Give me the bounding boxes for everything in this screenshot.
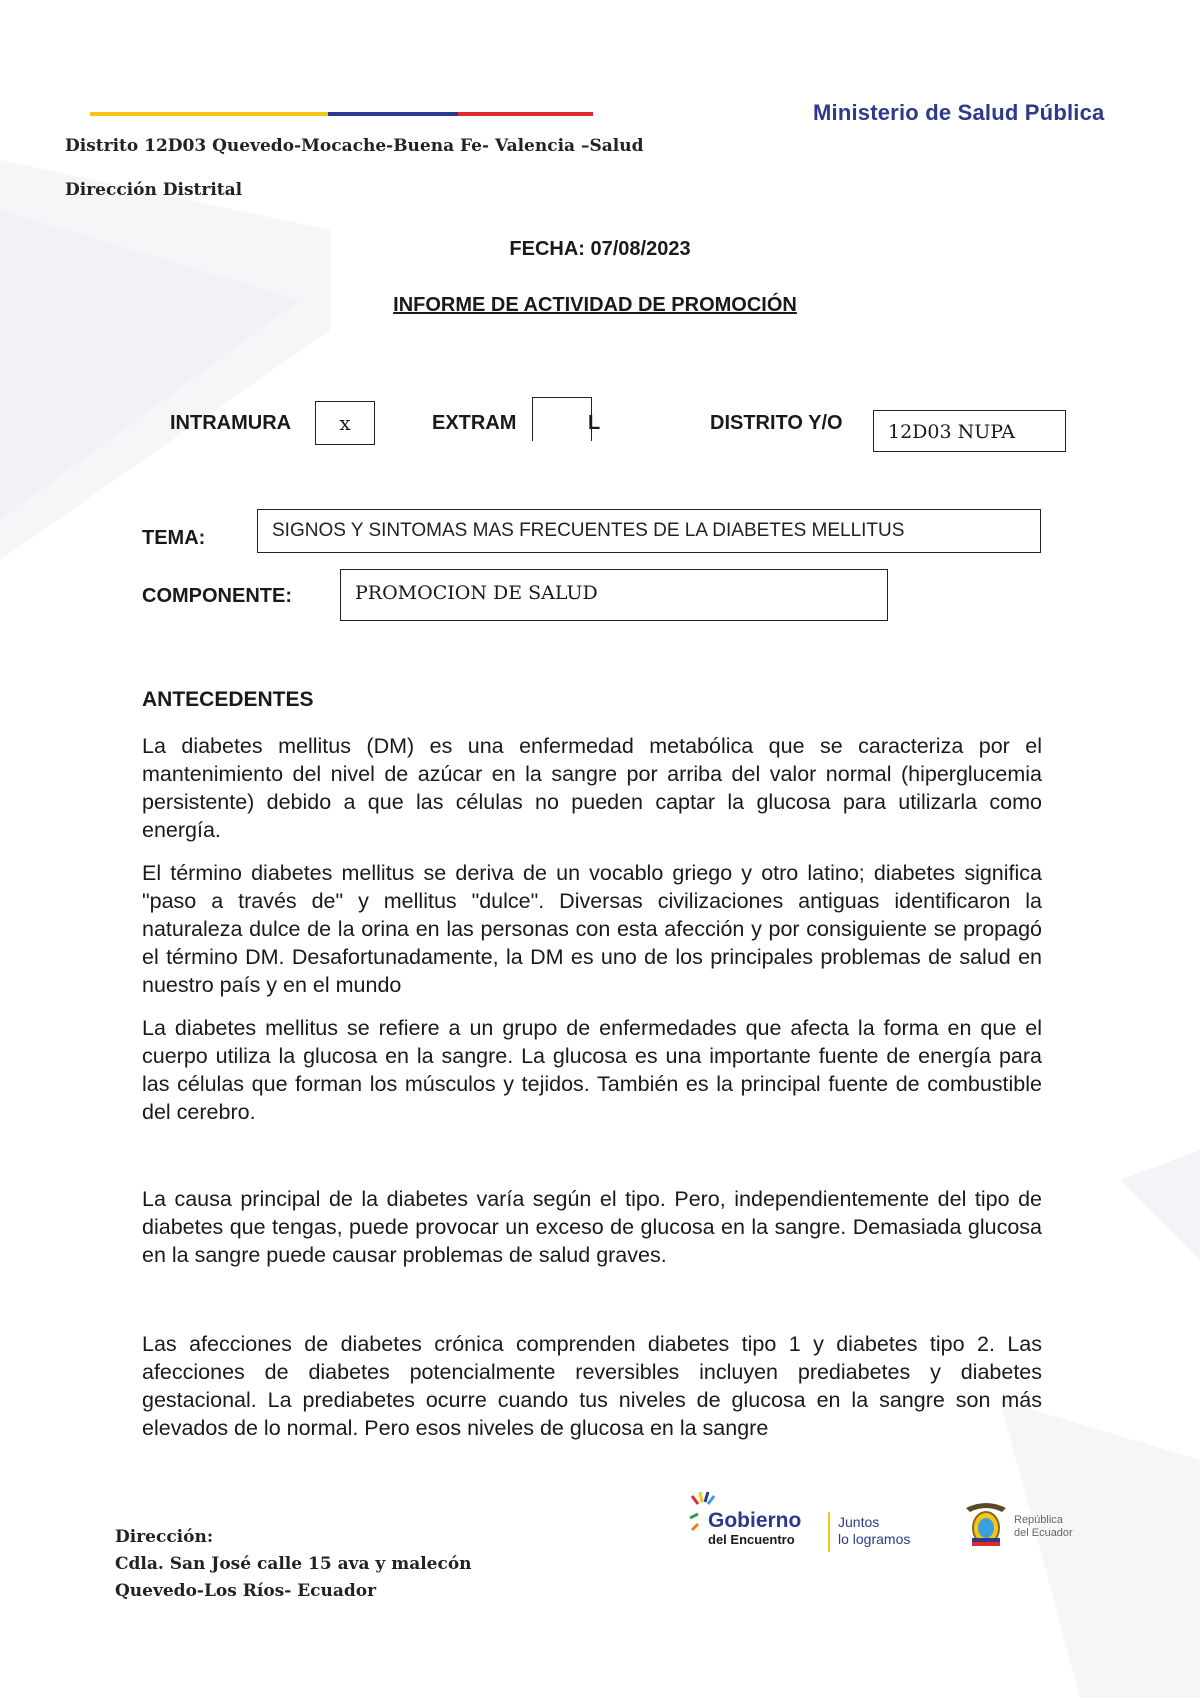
header-line-blue <box>328 112 458 116</box>
tema-field[interactable] <box>257 509 1041 553</box>
paragraph-text: La diabetes mellitus (DM) es una enfermedad metabólica que se caracteriza por el mantenimiento del nivel de azúcar en la sangre por arriba del valor normal (hiperglucemia persistente) debido a que las células no pueden captar la glucosa para utilizarla como energía. <box>142 734 1042 842</box>
district-name: Distrito 12D03 Quevedo-Mocache-Buena Fe- Valencia –Salud <box>65 136 644 156</box>
paragraph-3 <box>142 1014 1042 1126</box>
intramural-value: x <box>339 411 351 435</box>
header-line-red <box>458 112 593 116</box>
district-field-value: 12D03 NUPA <box>888 421 1016 443</box>
tema-value: SIGNOS Y SINTOMAS MAS FRECUENTES DE LA DIABETES MELLITUS <box>272 520 905 541</box>
slogan-line-2: lo logramos <box>838 1531 911 1547</box>
extramural-checkbox[interactable] <box>532 397 592 441</box>
district-field-label: DISTRITO Y/O <box>710 412 843 434</box>
address-label: Dirección: <box>115 1527 214 1547</box>
paragraph-text: La causa principal de la diabetes varía según el tipo. Pero, independientemente del tipo de diabetes que tengas, puede provocar un exceso de glucosa en la sangre. Demasiada glucosa en la sangre puede causar problemas de salud graves. <box>142 1187 1042 1267</box>
paragraph-5 <box>142 1330 1042 1442</box>
intramural-label: INTRAMURA <box>170 412 292 434</box>
componente-value: PROMOCION DE SALUD <box>355 582 598 604</box>
republica-line-2: del Ecuador <box>1014 1527 1073 1539</box>
paragraph-text: El término diabetes mellitus se deriva de un vocablo griego y otro latino; diabetes significa "paso a través de" y mellitus "dulce". Diversas civilizaciones antiguas identificaron la naturaleza dulce de la orina en las personas con esta afección y por consiguiente se propagó el término DM. Desafortunadamente, la DM es uno de los principales problemas de salud en nuestro país y en el mundo <box>142 861 1042 997</box>
gobierno-title: Gobierno <box>708 1509 802 1532</box>
tema-label: TEMA: <box>142 527 206 549</box>
gobierno-subtitle: del Encuentro <box>708 1532 795 1547</box>
componente-field[interactable] <box>340 569 888 621</box>
footer-address <box>115 1524 472 1605</box>
extramural-suffix: L <box>588 412 601 434</box>
direction-label: Dirección Distrital <box>65 180 243 200</box>
paragraph-4 <box>142 1185 1042 1269</box>
paragraph-text: Las afecciones de diabetes crónica comprenden diabetes tipo 1 y diabetes tipo 2. Las afecciones de diabetes potencialmente reversibles incluyen prediabetes y diabetes gestacional. La prediabetes ocurre cuando tus niveles de glucosa en la sangre son más elevados de lo normal. Pero esos niveles de glucosa en la sangre <box>142 1332 1042 1440</box>
paragraph-2 <box>142 859 1042 999</box>
district-field[interactable] <box>873 410 1066 452</box>
header-line-yellow <box>90 112 328 116</box>
slogan-line-1: Juntos <box>838 1514 880 1530</box>
republica-line-1: República <box>1014 1514 1063 1526</box>
componente-label: COMPONENTE: <box>142 585 292 607</box>
address-line-1: Cdla. San José calle 15 ava y malecón <box>115 1554 472 1574</box>
paragraph-1 <box>142 732 1042 844</box>
antecedentes-heading: ANTECEDENTES <box>142 688 314 711</box>
ministry-title: Ministerio de Salud Pública <box>813 100 1105 125</box>
extramural-label: EXTRAM <box>432 412 517 434</box>
ecuador-coat-of-arms-icon <box>962 1498 1010 1552</box>
report-title: INFORME DE ACTIVIDAD DE PROMOCIÓN <box>393 294 797 316</box>
paragraph-text: La diabetes mellitus se refiere a un grupo de enfermedades que afecta la forma en que el cuerpo utiliza la glucosa en la sangre. La glucosa es una importante fuente de energía para las células que forman los músculos y tejidos. También es la principal fuente de combustible del cerebro. <box>142 1016 1042 1124</box>
intramural-checkbox[interactable] <box>315 401 375 445</box>
address-line-2: Quevedo-Los Ríos- Ecuador <box>115 1581 377 1601</box>
report-date: FECHA: 07/08/2023 <box>509 238 691 260</box>
